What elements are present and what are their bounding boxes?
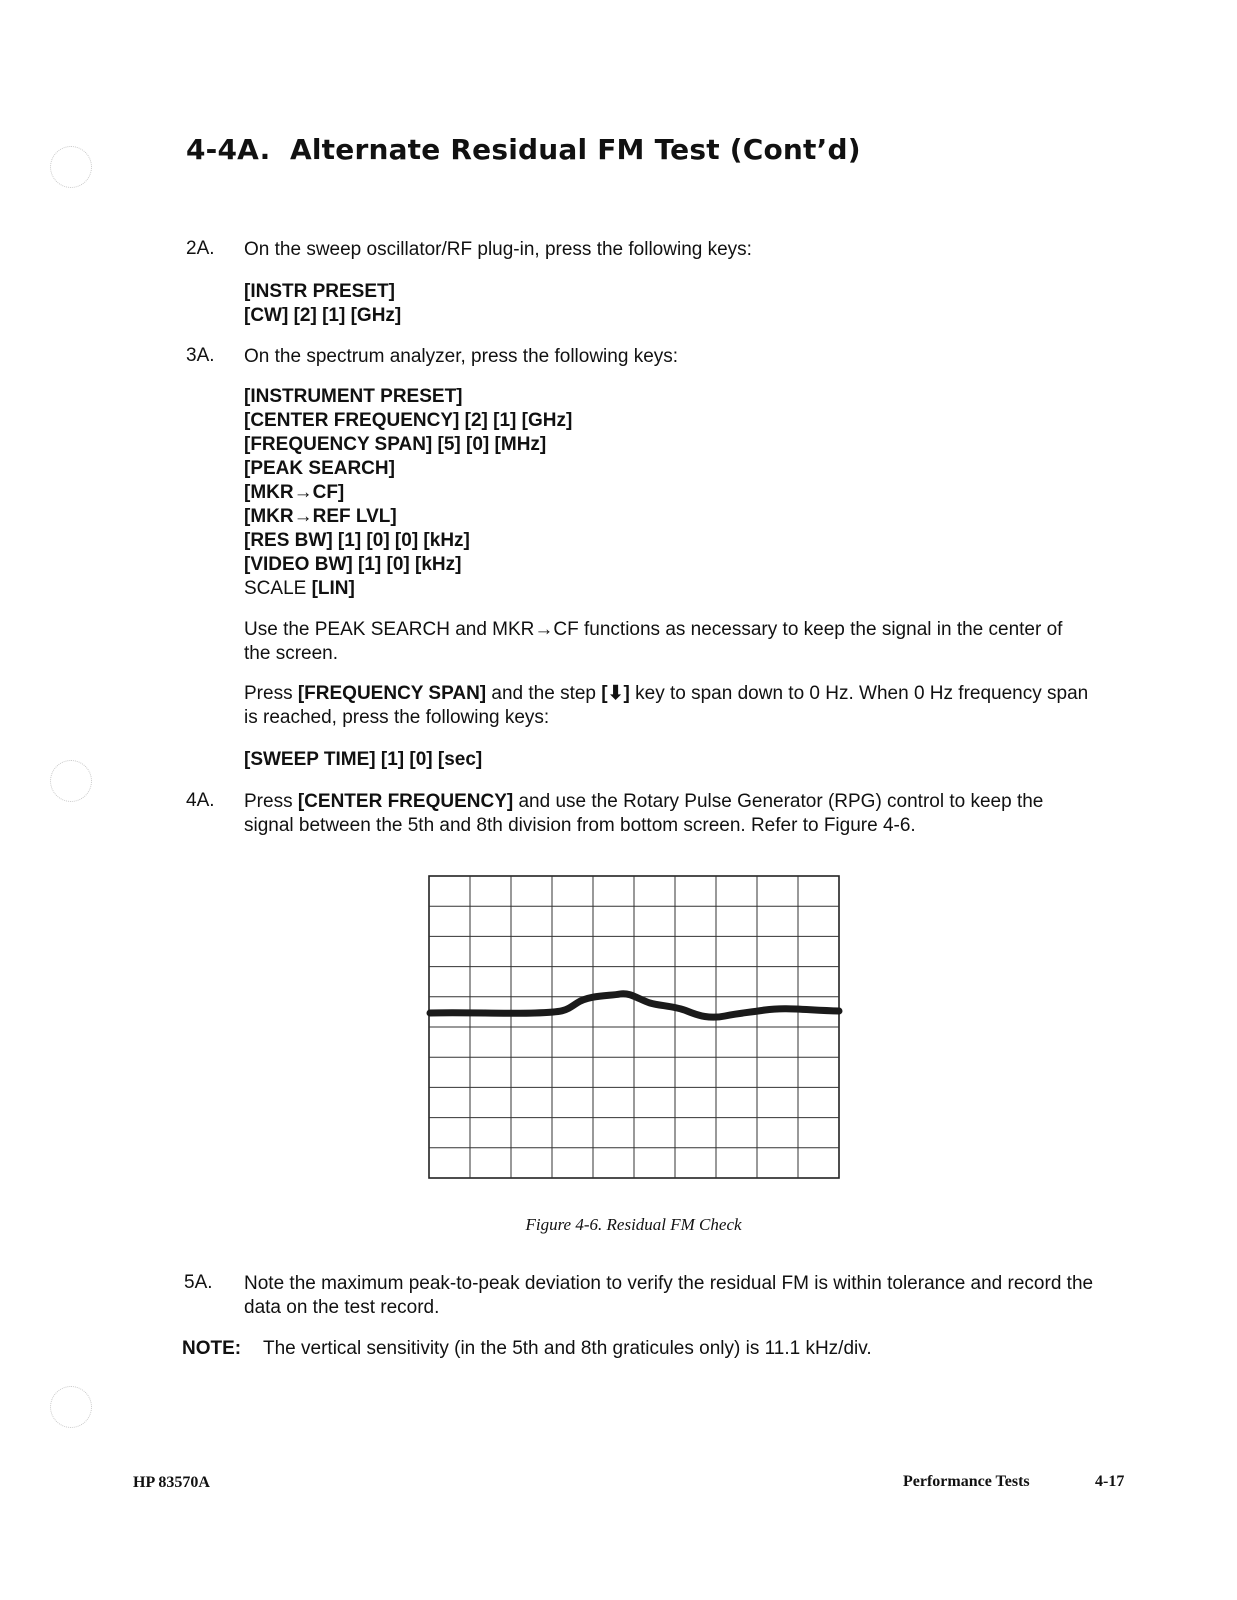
- key-line: [244, 577, 572, 601]
- step-number: 3A.: [186, 345, 215, 366]
- key-line: [PEAK SEARCH]: [244, 458, 395, 479]
- figure-caption: Figure 4-6. Residual FM Check: [525, 1215, 742, 1234]
- residual-fm-graticule: [425, 872, 845, 1184]
- section-heading: [186, 133, 861, 166]
- step-down-key: [⬇]: [601, 683, 630, 704]
- instruction-paragraph: [244, 682, 1094, 730]
- key-line: [RES BW] [1] [0] [0] [kHz]: [244, 530, 470, 551]
- key-line: [VIDEO BW] [1] [0] [kHz]: [244, 554, 462, 575]
- section-title: Alternate Residual FM Test (Cont’d): [290, 133, 861, 166]
- text-run: and use the Rotary Pulse Generator (RPG) control to keep the signal between the 5th and 8th division from bottom screen. Refer to Figure 4-6.: [244, 791, 1044, 836]
- footer-page-number: 4-17: [1095, 1473, 1125, 1490]
- key-line: [FREQUENCY SPAN] [5] [0] [MHz]: [244, 434, 547, 455]
- key-line: [SWEEP TIME] [1] [0] [sec]: [244, 749, 483, 770]
- graticule-grid: [429, 876, 839, 1178]
- step-text: [244, 790, 1094, 838]
- step-text: On the sweep oscillator/RF plug-in, press the following keys:: [244, 239, 752, 260]
- instruction-paragraph: Use the PEAK SEARCH and MKR→CF functions as necessary to keep the signal in the center of the screen.: [244, 619, 1063, 664]
- scale-label: SCALE: [244, 578, 307, 599]
- key-line: [INSTR PRESET]: [244, 281, 395, 302]
- step-number: 5A.: [184, 1272, 213, 1293]
- text-run: Press: [244, 791, 293, 812]
- punch-hole-mark: [50, 1386, 92, 1428]
- center-frequency-key: [CENTER FREQUENCY]: [297, 791, 514, 812]
- section-number: 4-4A.: [186, 133, 271, 166]
- key-sequence: [244, 385, 572, 601]
- key-sequence: [244, 280, 401, 328]
- key-line: [MKR→CF]: [244, 482, 345, 503]
- key-line: [INSTRUMENT PRESET]: [244, 386, 463, 407]
- step-text: On the spectrum analyzer, press the following keys:: [244, 346, 679, 367]
- note-label: NOTE:: [182, 1338, 242, 1359]
- text-run: Press: [244, 683, 293, 704]
- punch-hole-mark: [50, 760, 92, 802]
- step-number: 2A.: [186, 238, 215, 259]
- punch-hole-mark: [50, 146, 92, 188]
- scale-key: [LIN]: [311, 578, 355, 599]
- note-text: The vertical sensitivity (in the 5th and 8th graticules only) is 11.1 kHz/div.: [263, 1338, 872, 1359]
- text-run: and the step: [491, 683, 596, 704]
- footer-model: HP 83570A: [133, 1474, 210, 1491]
- footer-section: Performance Tests: [903, 1473, 1030, 1490]
- frequency-span-key: [FREQUENCY SPAN]: [297, 683, 487, 704]
- text-run: key to span down to 0 Hz. When 0 Hz frequency span is reached, press the following keys:: [244, 683, 1089, 728]
- step-text: Note the maximum peak-to-peak deviation to verify the residual FM is within tolerance and record the data on the test record.: [244, 1273, 1094, 1318]
- step-number: 4A.: [186, 790, 215, 811]
- key-line: [MKR→REF LVL]: [244, 506, 397, 527]
- key-line: [CW] [2] [1] [GHz]: [244, 305, 402, 326]
- key-line: [CENTER FREQUENCY] [2] [1] [GHz]: [244, 410, 573, 431]
